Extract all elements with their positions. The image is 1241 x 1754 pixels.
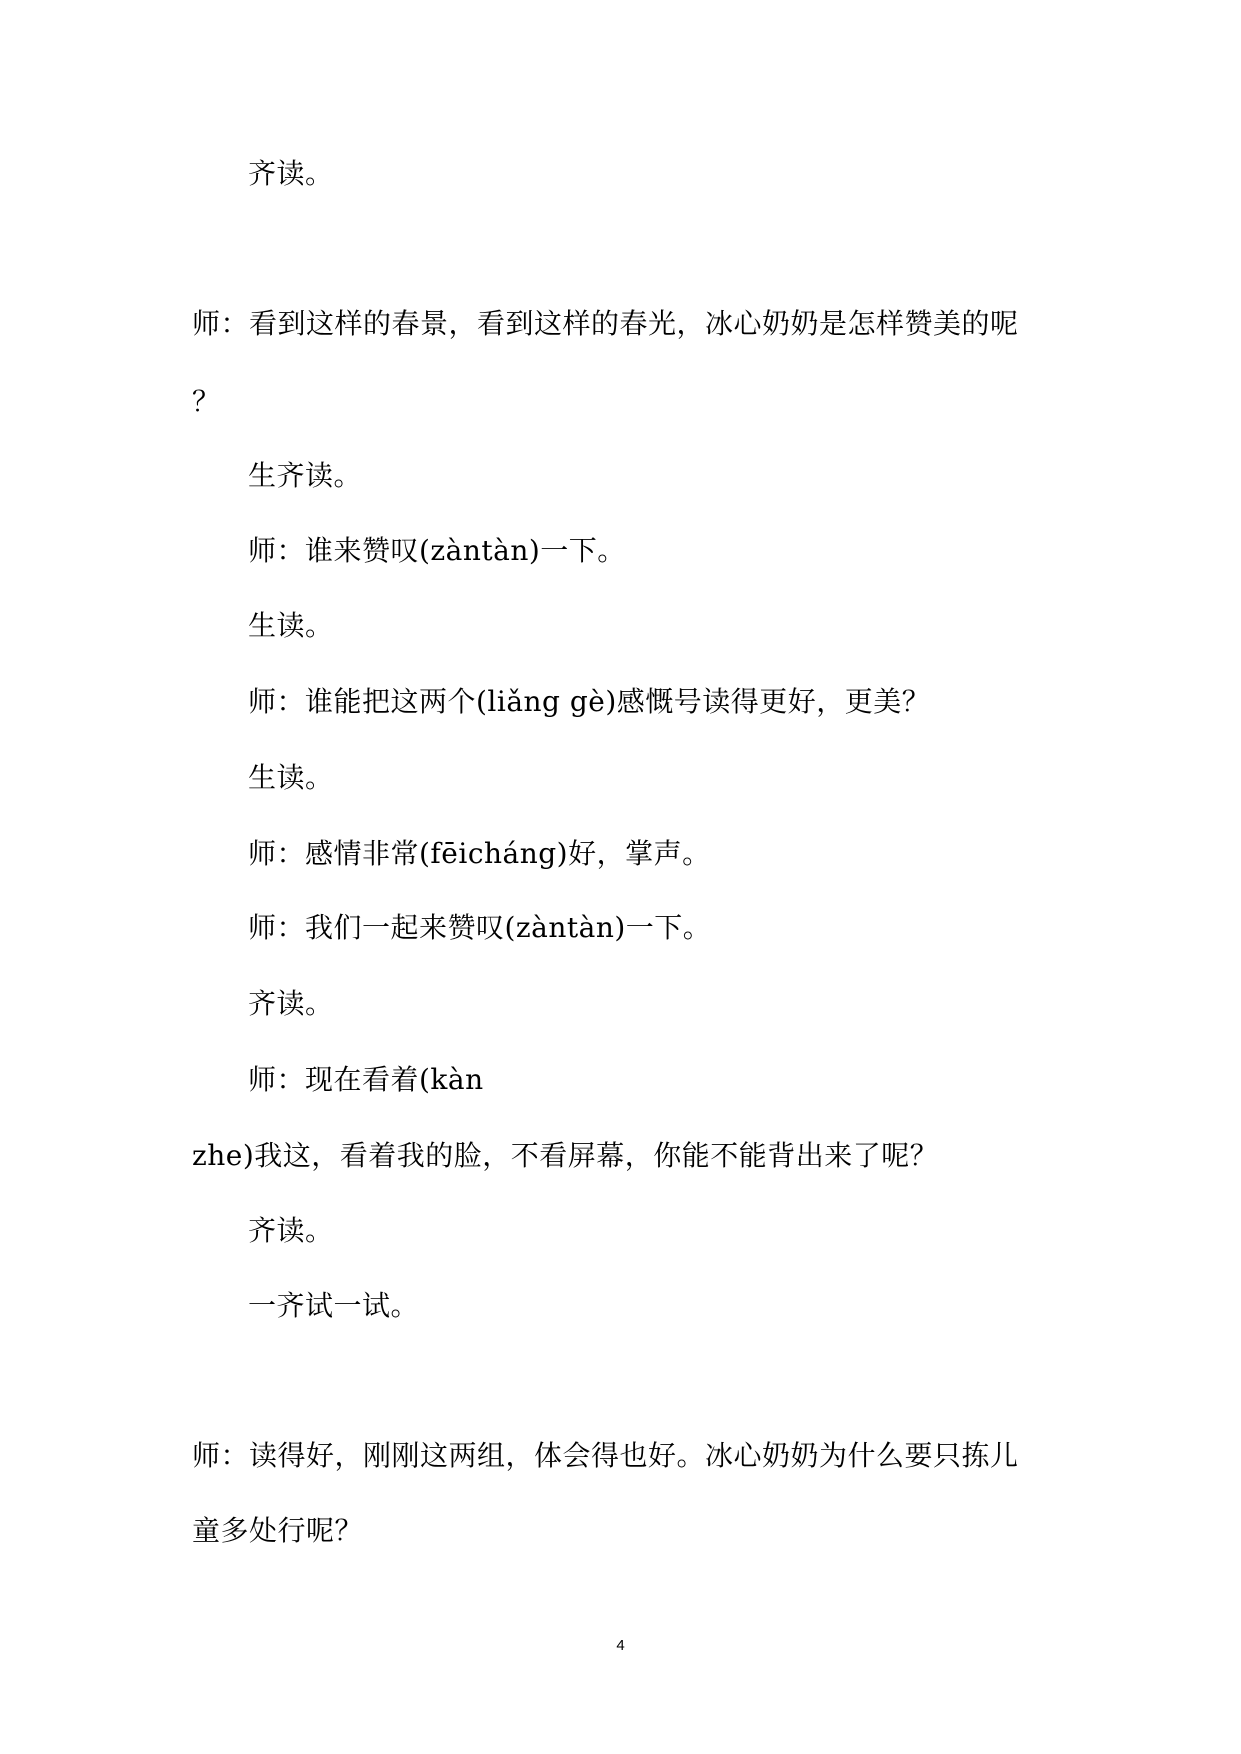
paragraph-line: 师：读得好，刚刚这两组，体会得也好。冰心奶奶为什么要只拣儿 [192,1439,1019,1472]
paragraph-line: 齐读。 [248,987,334,1020]
paragraph-line: 师：感情非常(fēicháng)好，掌声。 [248,837,711,870]
paragraph-line: 童多处行呢？ [192,1514,364,1547]
paragraph-line: 生读。 [248,609,334,642]
paragraph-line: ？ [192,385,221,418]
paragraph-line: 师：谁来赞叹(zàntàn)一下。 [248,534,626,567]
page-number: 4 [616,1637,625,1654]
paragraph-line: 生读。 [248,761,334,794]
paragraph-line: zhe)我这，看着我的脸，不看屏幕，你能不能背出来了呢？ [192,1139,939,1172]
paragraph-line: 一齐试一试。 [248,1289,420,1322]
paragraph-line: 生齐读。 [248,459,363,492]
paragraph-line: 师：谁能把这两个(liǎng gè)感慨号读得更好，更美？ [248,685,931,718]
paragraph-line: 齐读。 [248,1214,334,1247]
paragraph-line: 师：现在看着(kàn [248,1063,484,1096]
paragraph-line: 齐读。 [248,157,334,190]
paragraph-line: 师：看到这样的春景，看到这样的春光，冰心奶奶是怎样赞美的呢 [192,307,1019,340]
paragraph-line: 师：我们一起来赞叹(zàntàn)一下。 [248,911,712,944]
